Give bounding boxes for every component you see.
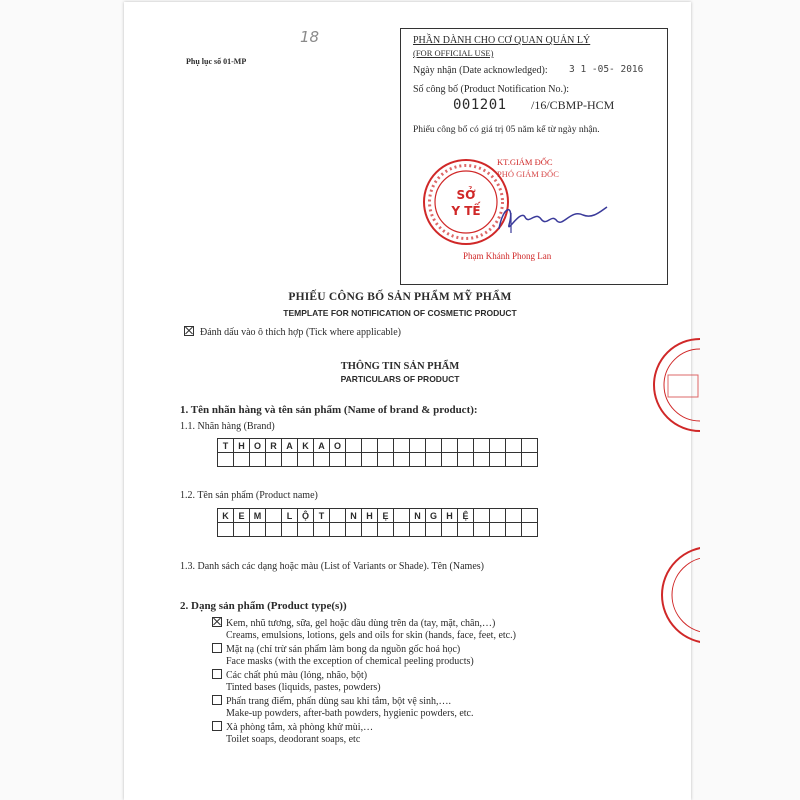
letter-cell[interactable]	[474, 439, 490, 453]
letter-cell[interactable]	[442, 439, 458, 453]
signer-name: Phạm Khánh Phong Lan	[463, 251, 552, 261]
company-stamp-edge-icon	[660, 540, 700, 650]
signature-icon	[491, 199, 611, 239]
letter-cell[interactable]: Ẹ	[378, 509, 394, 523]
letter-cell[interactable]	[490, 523, 506, 537]
product-type-option-4[interactable]	[212, 695, 474, 720]
notification-number-suffix: /16/CBMP-HCM	[531, 98, 615, 112]
checkbox-icon[interactable]	[212, 721, 222, 731]
option-1-vi: Kem, nhũ tương, sữa, gel hoặc dầu dùng trên da (tay, mặt, chân,…)	[226, 618, 496, 629]
letter-cell[interactable]	[298, 523, 314, 537]
checkbox-icon[interactable]	[212, 669, 222, 679]
letter-cell[interactable]	[442, 453, 458, 467]
letter-cell[interactable]	[522, 523, 538, 537]
letter-cell[interactable]: G	[426, 509, 442, 523]
option-2-vi: Mặt nạ (chỉ trừ sản phẩm làm bong da nguồn gốc hoá học)	[226, 644, 461, 655]
letter-cell[interactable]	[410, 439, 426, 453]
letter-cell[interactable]: T	[314, 509, 330, 523]
option-4-en: Make-up powders, after-bath powders, hygienic powders, etc.	[226, 708, 474, 719]
option-4-vi: Phấn trang điểm, phấn dùng sau khi tắm, bột vệ sinh,….	[226, 696, 451, 707]
product-type-option-1[interactable]	[212, 617, 516, 642]
letter-cell[interactable]	[522, 509, 538, 523]
letter-cell[interactable]	[522, 453, 538, 467]
letter-cell[interactable]	[506, 509, 522, 523]
letter-cell[interactable]: H	[362, 509, 378, 523]
official-title: PHẦN DÀNH CHO CƠ QUAN QUẢN LÝ	[413, 35, 591, 46]
tick-instruction-text: Đánh dấu vào ô thích hợp (Tick where applicable)	[200, 327, 401, 338]
letter-cell[interactable]	[394, 439, 410, 453]
option-5-vi: Xà phòng tắm, xà phòng khử mùi,…	[226, 722, 374, 733]
official-use-box	[400, 28, 668, 285]
option-1-en: Creams, emulsions, lotions, gels and oils for skin (hands, face, feet, etc.)	[226, 630, 516, 641]
option-3-vi: Các chất phủ màu (lỏng, nhão, bột)	[226, 670, 368, 681]
letter-cell[interactable]	[490, 509, 506, 523]
option-2-en: Face masks (with the exception of chemical peeling products)	[226, 656, 474, 667]
checked-box-icon	[184, 326, 194, 336]
letter-cell[interactable]: A	[314, 439, 330, 453]
letter-cell[interactable]	[506, 439, 522, 453]
letter-cell[interactable]	[522, 439, 538, 453]
letter-cell[interactable]	[490, 453, 506, 467]
letter-cell[interactable]	[362, 439, 378, 453]
section-title-en: PARTICULARS OF PRODUCT	[340, 374, 460, 384]
variants-label: 1.3. Danh sách các dạng hoặc màu (List of Variants or Shade). Tên (Names)	[180, 561, 484, 572]
letter-cell[interactable]	[234, 523, 250, 537]
product-name-label: 1.2. Tên sản phẩm (Product name)	[180, 490, 318, 501]
letter-cell[interactable]	[330, 509, 346, 523]
annex-label: Phụ lục số 01-MP	[186, 57, 247, 66]
notification-number: 001201	[453, 97, 507, 113]
letter-cell[interactable]: N	[346, 509, 362, 523]
letter-cell[interactable]	[266, 453, 282, 467]
letter-cell[interactable]: T	[218, 439, 234, 453]
letter-cell[interactable]	[426, 439, 442, 453]
letter-cell[interactable]	[474, 453, 490, 467]
letter-cell[interactable]: E	[234, 509, 250, 523]
product-type-option-3[interactable]	[212, 669, 381, 694]
letter-cell[interactable]	[426, 453, 442, 467]
signatory-title: KT.GIÁM ĐỐC	[497, 157, 553, 167]
option-5-en: Toilet soaps, deodorant soaps, etc	[226, 734, 361, 745]
letter-cell[interactable]	[362, 523, 378, 537]
letter-cell[interactable]	[234, 453, 250, 467]
brand-letter-grid[interactable]	[217, 438, 538, 467]
product-type-option-5[interactable]	[212, 721, 373, 746]
letter-cell[interactable]	[378, 453, 394, 467]
letter-cell[interactable]	[314, 453, 330, 467]
letter-cell[interactable]	[266, 523, 282, 537]
letter-cell[interactable]	[410, 523, 426, 537]
letter-cell[interactable]	[474, 509, 490, 523]
checked-box-icon[interactable]	[212, 617, 222, 627]
letter-cell[interactable]	[506, 453, 522, 467]
letter-cell[interactable]: K	[298, 439, 314, 453]
checkbox-icon[interactable]	[212, 643, 222, 653]
letter-cell[interactable]: Ộ	[298, 509, 314, 523]
company-stamp-icon	[640, 335, 700, 435]
product-letter-grid[interactable]	[217, 508, 538, 537]
checkbox-icon[interactable]	[212, 695, 222, 705]
letter-cell[interactable]	[394, 453, 410, 467]
letter-cell[interactable]	[330, 523, 346, 537]
letter-cell[interactable]	[282, 523, 298, 537]
letter-cell[interactable]	[506, 523, 522, 537]
letter-cell[interactable]	[490, 439, 506, 453]
letter-cell[interactable]: O	[330, 439, 346, 453]
letter-cell[interactable]	[266, 509, 282, 523]
letter-cell[interactable]: O	[250, 439, 266, 453]
letter-cell[interactable]	[282, 453, 298, 467]
date-acknowledged-value: 3 1 -05- 2016	[569, 64, 644, 75]
letter-cell[interactable]: H	[234, 439, 250, 453]
letter-cell[interactable]	[250, 453, 266, 467]
question-2-heading: 2. Dạng sản phẩm (Product type(s))	[180, 600, 347, 612]
form-title-en: TEMPLATE FOR NOTIFICATION OF COSMETIC PRODUCT	[283, 308, 517, 318]
letter-cell[interactable]	[458, 523, 474, 537]
letter-cell[interactable]	[298, 453, 314, 467]
notification-number-label: Số công bố (Product Notification No.):	[413, 84, 570, 95]
letter-cell[interactable]	[426, 523, 442, 537]
form-title-vi: PHIẾU CÔNG BỐ SẢN PHẨM MỸ PHẨM	[288, 291, 512, 303]
question-1-heading: 1. Tên nhãn hàng và tên sản phẩm (Name of brand & product):	[180, 404, 478, 416]
letter-cell[interactable]: N	[410, 509, 426, 523]
letter-cell[interactable]: H	[442, 509, 458, 523]
letter-cell[interactable]	[346, 453, 362, 467]
letter-cell[interactable]	[442, 523, 458, 537]
brand-label: 1.1. Nhãn hàng (Brand)	[180, 421, 275, 432]
letter-cell[interactable]	[394, 509, 410, 523]
tick-instruction	[184, 326, 401, 338]
date-acknowledged-label: Ngày nhận (Date acknowledged):	[413, 65, 548, 76]
letter-cell[interactable]	[458, 453, 474, 467]
handwritten-page-number: 18	[300, 28, 320, 46]
signatory-title-2: PHÓ GIÁM ĐỐC	[497, 169, 559, 179]
letter-cell[interactable]	[218, 523, 234, 537]
official-title-en: (FOR OFFICIAL USE)	[413, 48, 494, 58]
letter-cell[interactable]	[378, 523, 394, 537]
letter-cell[interactable]: Ệ	[458, 509, 474, 523]
letter-cell[interactable]	[218, 453, 234, 467]
product-type-option-2[interactable]	[212, 643, 474, 668]
letter-cell[interactable]	[474, 523, 490, 537]
option-3-en: Tinted bases (liquids, pastes, powders)	[226, 682, 381, 693]
letter-cell[interactable]	[410, 453, 426, 467]
letter-cell[interactable]: K	[218, 509, 234, 523]
letter-cell[interactable]	[314, 523, 330, 537]
stamp-text-1: SỞ	[456, 188, 476, 202]
letter-cell[interactable]: R	[266, 439, 282, 453]
section-title-vi: THÔNG TIN SẢN PHẨM	[340, 361, 460, 372]
letter-cell[interactable]	[330, 453, 346, 467]
letter-cell[interactable]	[250, 523, 266, 537]
letter-cell[interactable]: M	[250, 509, 266, 523]
letter-cell[interactable]	[346, 439, 362, 453]
letter-cell[interactable]	[346, 523, 362, 537]
letter-cell[interactable]	[362, 453, 378, 467]
letter-cell[interactable]	[458, 439, 474, 453]
letter-cell[interactable]	[378, 439, 394, 453]
letter-cell[interactable]	[394, 523, 410, 537]
letter-cell[interactable]: A	[282, 439, 298, 453]
stamp-text-2: Y TẾ	[451, 204, 481, 218]
validity-note: Phiếu công bố có giá trị 05 năm kể từ ngày nhận.	[413, 125, 600, 135]
letter-cell[interactable]: L	[282, 509, 298, 523]
